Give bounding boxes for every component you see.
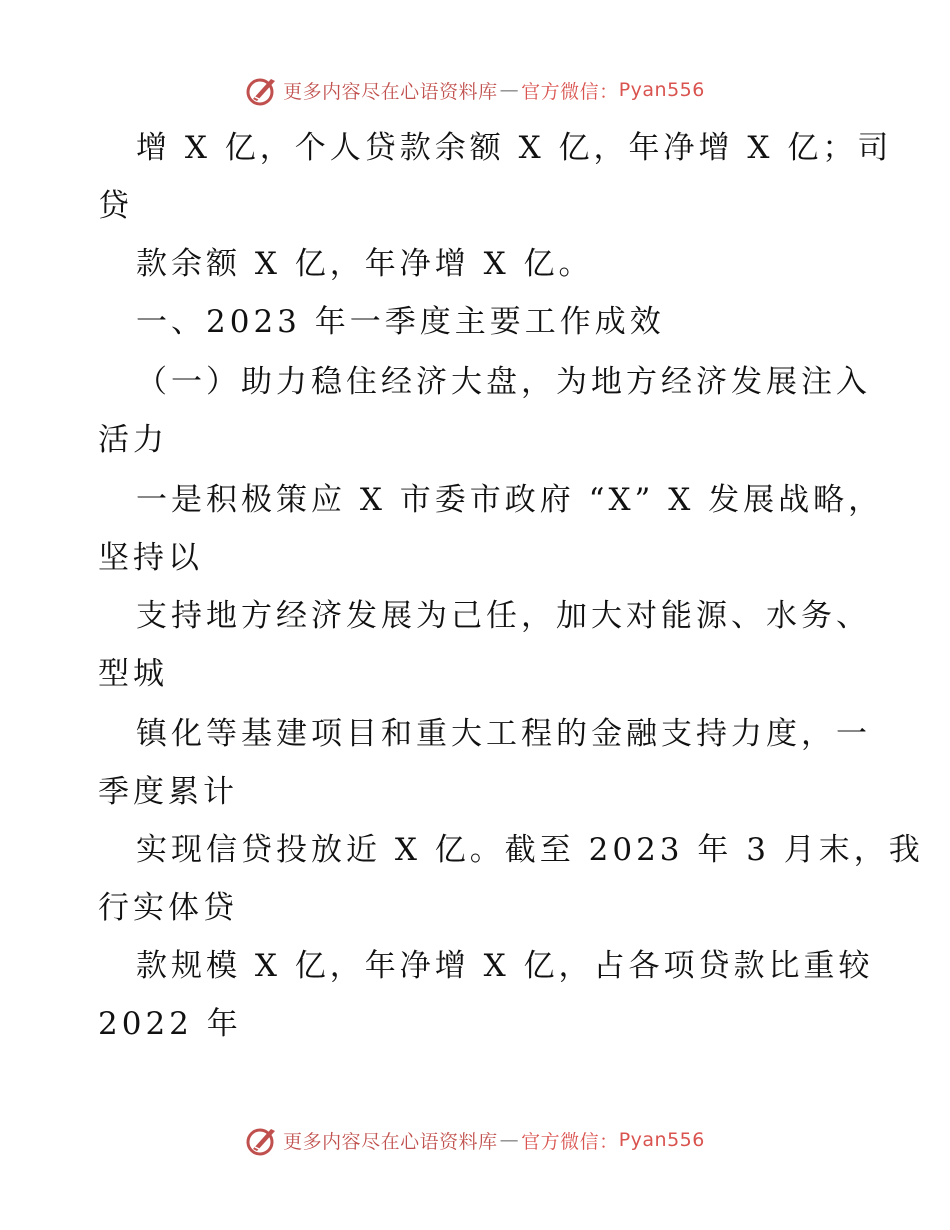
watermark-id: Pyan556: [618, 1129, 705, 1151]
watermark-id: Pyan556: [618, 79, 705, 101]
body-line: 增 X 亿，个人贷款余额 X 亿，年净增 X 亿；司: [136, 130, 893, 166]
subsection-heading-cont: 活力: [98, 422, 168, 458]
watermark-separator: —: [499, 1129, 520, 1151]
watermark-label: 官方微信：: [521, 1130, 619, 1153]
body-line: 实现信贷投放近 X 亿。截至 2023 年 3 月末，我: [136, 832, 924, 868]
body-line: 款规模 X 亿，年净增 X 亿，占各项贷款比重较: [136, 948, 874, 984]
quill-logo-icon: [245, 1123, 279, 1157]
watermark-label: 官方微信：: [521, 80, 619, 103]
watermark-separator: —: [499, 79, 520, 101]
body-line: 季度累计: [98, 774, 238, 810]
watermark-banner-bottom: [0, 1120, 950, 1160]
watermark-banner-top: [0, 70, 950, 110]
body-line: 行实体贷: [98, 890, 238, 926]
quill-logo-icon: [245, 73, 279, 107]
body-line: 型城: [98, 656, 168, 692]
body-line: 支持地方经济发展为己任，加大对能源、水务、: [136, 598, 871, 634]
body-line: 贷: [98, 188, 133, 224]
body-line: 款余额 X 亿，年净增 X 亿。: [136, 246, 594, 282]
body-line: 坚持以: [98, 540, 203, 576]
watermark-text: 更多内容尽在心语资料库: [283, 1130, 498, 1153]
body-line: 镇化等基建项目和重大工程的金融支持力度，一: [136, 716, 871, 752]
watermark-text: 更多内容尽在心语资料库: [283, 80, 498, 103]
body-line: 一是积极策应 X 市委市政府 “X” X 发展战略，: [136, 482, 884, 518]
section-heading: 一、2023 年一季度主要工作成效: [136, 304, 665, 340]
subsection-heading: （一）助力稳住经济大盘，为地方经济发展注入: [136, 364, 871, 400]
body-line: 2022 年: [98, 1006, 242, 1042]
